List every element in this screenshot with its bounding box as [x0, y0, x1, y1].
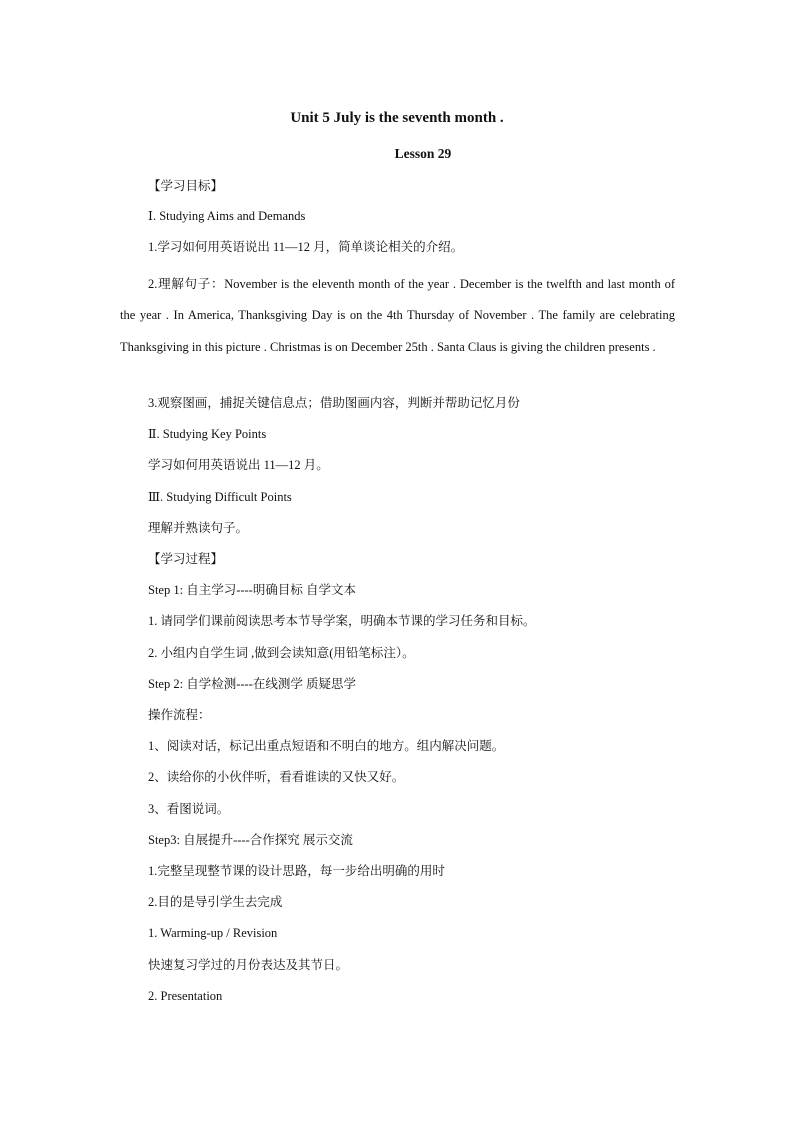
- section-heading-process: 【学习过程】: [148, 552, 224, 566]
- step-1-item-1: 1. 请同学们课前阅读思考本节导学案，明确本节课的学习任务和目标。: [148, 614, 536, 628]
- warmup-heading: 1. Warming-up / Revision: [148, 926, 278, 940]
- aim-item-3: 3.观察图画，捕捉关键信息点；借助图画内容，判断并帮助记忆月份: [148, 396, 520, 410]
- lesson-subtitle: Lesson 29: [394, 146, 452, 161]
- aim-item-1: 1.学习如何用英语说出 11—12 月，简单谈论相关的介绍。: [148, 240, 464, 254]
- difficult-points-text: 理解并熟读句子。: [148, 521, 249, 535]
- document-title: Unit 5 July is the seventh month .: [290, 110, 504, 126]
- step-2-heading: Step 2: 自学检测----在线测学 质疑思学: [148, 677, 356, 691]
- presentation-heading: 2. Presentation: [148, 989, 223, 1003]
- aims-heading: Ⅰ. Studying Aims and Demands: [148, 209, 306, 223]
- aim-item-2: 2.理解句子：November is the eleventh month of the year . December is the twelfth and last month of the year . In America, Thanksgiving Day is on the 4th Thursday of November . The family are celebrating Thanksgiving in this picture . Christmas is on December 25th . Santa Claus is giving the children presents .: [120, 277, 675, 354]
- section-heading-goals: 【学习目标】: [148, 179, 224, 193]
- step-1-heading: Step 1: 自主学习----明确目标 自学文本: [148, 583, 356, 597]
- step-3-item-1: 1.完整呈现整节课的设计思路，每一步给出明确的用时: [148, 864, 445, 878]
- warmup-text: 快速复习学过的月份表达及其节日。: [148, 958, 349, 972]
- step-1-item-2: 2. 小组内自学生词 ,做到会读知意(用铅笔标注）。: [148, 646, 415, 660]
- operation-item-3: 3、看图说词。: [148, 802, 230, 816]
- step-3-heading: Step3: 自展提升----合作探究 展示交流: [148, 833, 353, 847]
- operation-item-2: 2、读给你的小伙伴听，看看谁读的又快又好。: [148, 770, 405, 784]
- operation-heading: 操作流程：: [148, 708, 211, 722]
- key-points-heading: Ⅱ. Studying Key Points: [148, 427, 267, 441]
- difficult-points-heading: Ⅲ. Studying Difficult Points: [148, 490, 292, 504]
- operation-item-1: 1、阅读对话，标记出重点短语和不明白的地方。组内解决问题。: [148, 739, 505, 753]
- key-points-text: 学习如何用英语说出 11—12 月。: [148, 458, 329, 472]
- step-3-item-2: 2.目的是导引学生去完成: [148, 895, 283, 909]
